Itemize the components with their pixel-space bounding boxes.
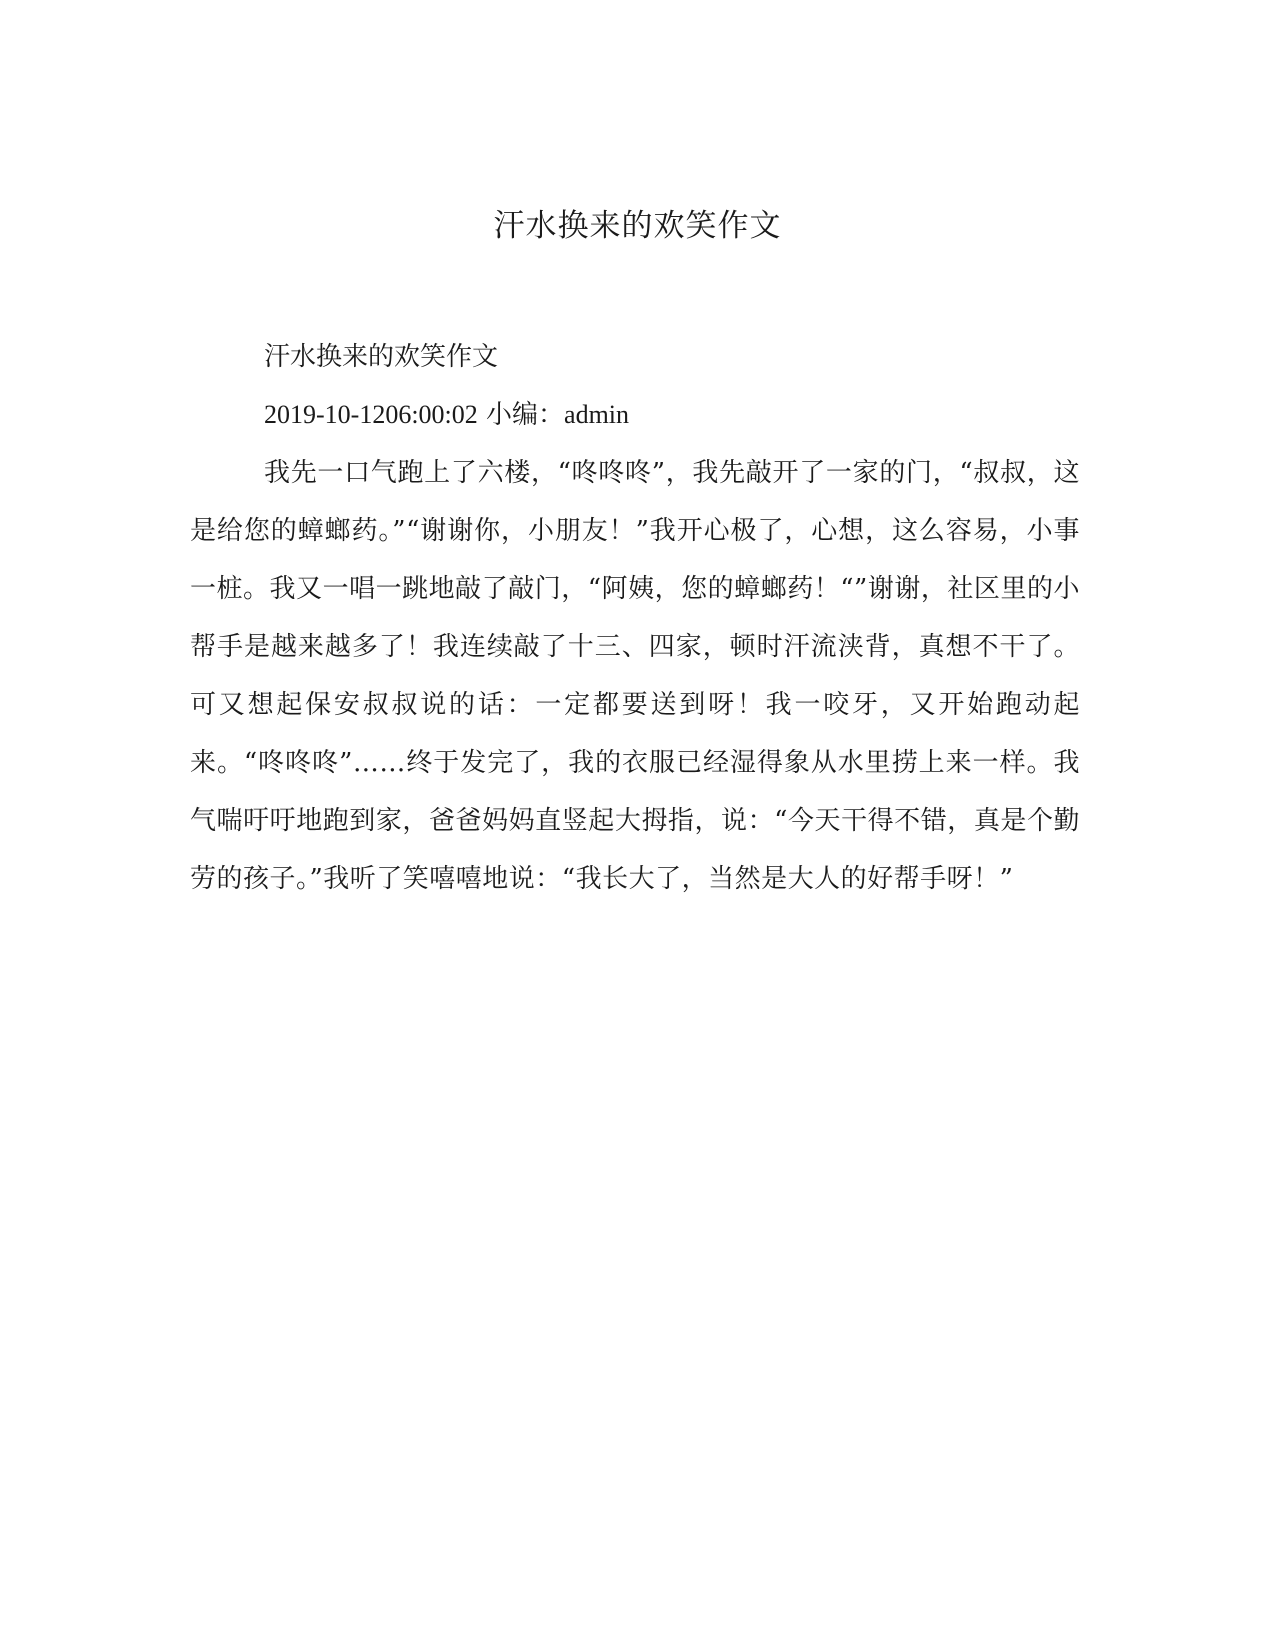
article-paragraph: 我先一口气跑上了六楼，“咚咚咚”，我先敲开了一家的门，“叔叔，这是给您的蟑螂药。”“谢谢你，小朋友！”我开心极了，心想，这么容易，小事一桩。我又一唱一跳地敲了敲门，“阿姨，您的蟑螂药！“”谢谢，社区里的小帮手是越来越多了！我连续敲了十三、四家，顿时汗流浃背，真想不干了。可又想起保安叔叔说的话：一定都要送到呀！我一咬牙，又开始跑动起来。“咚咚咚”……终于发完了，我的衣服已经湿得象从水里捞上来一样。我气喘吁吁地跑到家，爸爸妈妈直竖起大拇指，说：“今天干得不错，真是个勤劳的孩子。”我听了笑嘻嘻地说：“我长大了，当然是大人的好帮手呀！” [190,458,1080,894]
article-subtitle: 汗水换来的欢笑作文 [264,342,499,372]
author-name: admin [564,400,630,429]
document-title: 汗水换来的欢笑作文 [493,208,782,244]
editor-label: 小编： [477,400,565,430]
document-body [190,328,1080,908]
article-meta [190,386,1080,444]
publish-date: 2019-10-1206:00:02 [264,400,478,429]
